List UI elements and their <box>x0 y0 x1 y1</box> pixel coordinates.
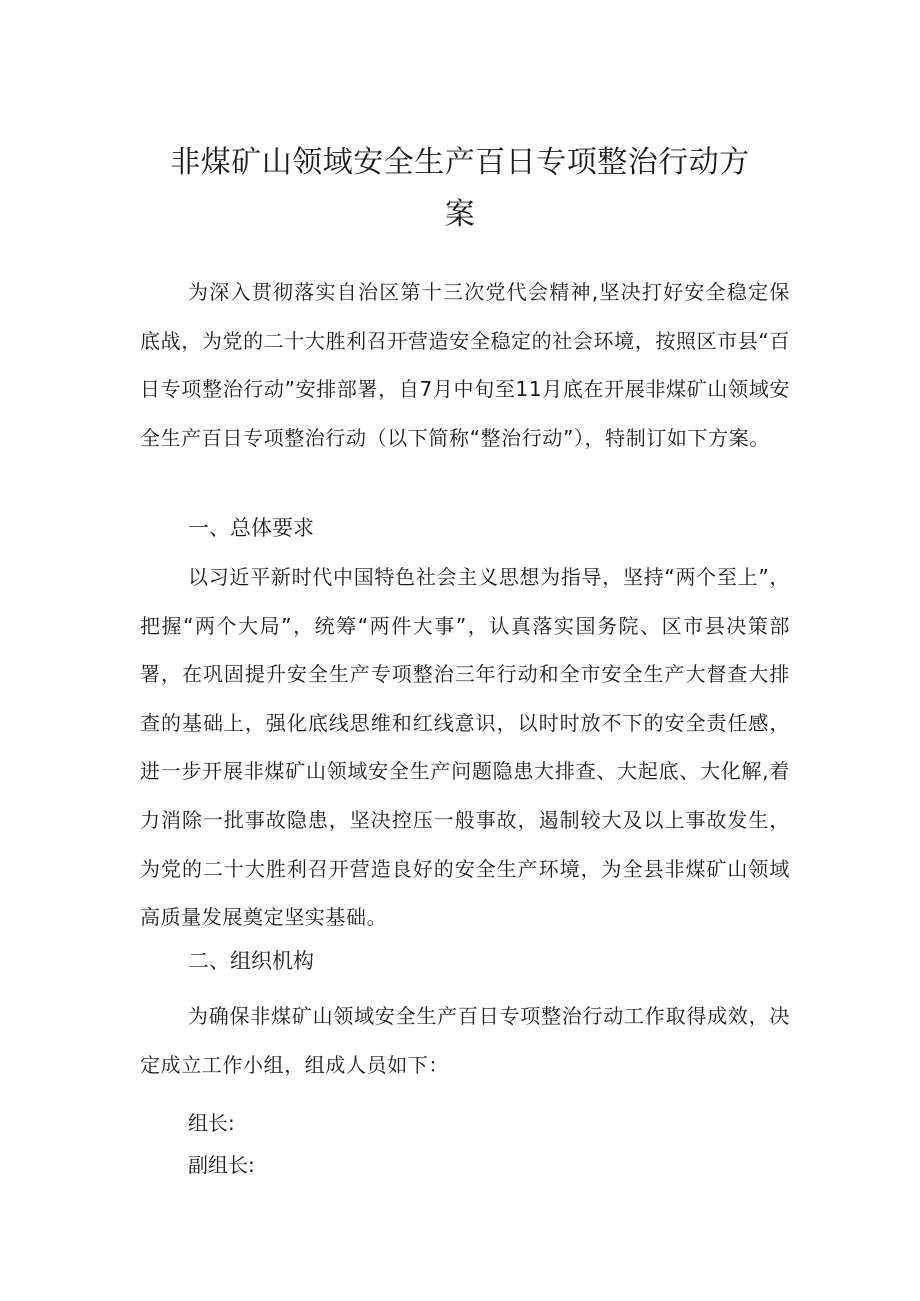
general-requirements-paragraph: 以习近平新时代中国特色社会主义思想为指导，坚持“两个至上”，把握“两个大局”，统筹“两件大事”，认真落实国务院、区市县决策部署，在巩固提升安全生产专项整治三年行动和全市安全生产大督查大排查的基础上，强化底线思维和红线意识，以时时放不下的安全责任感，进一步开展非煤矿山领域安全生产问题隐患大排查、大起底、大化解,着力消除一批事故隐患，坚决控压一般事故，遏制较大及以上事故发生，为党的二十大胜利召开营造良好的安全生产环境，为全县非煤矿山领域高质量发展奠定坚实基础。 <box>140 565 790 930</box>
organization-paragraph: 为确保非煤矿山领域安全生产百日专项整治行动工作取得成效，决定成立工作小组，组成人员如下： <box>140 1004 790 1077</box>
document-title-line-1: 非煤矿山领域安全生产百日专项整治行动方 <box>170 145 750 180</box>
deputy-leader-label: 副组长: <box>188 1153 255 1177</box>
section-heading-organization: 二、组织机构 <box>188 949 314 973</box>
document-title-line-2: 案 <box>444 197 476 232</box>
section-heading-general-requirements: 一、总体要求 <box>188 516 314 540</box>
leader-label: 组长: <box>188 1111 235 1135</box>
intro-paragraph: 为深入贯彻落实自治区第十三次党代会精神,坚决打好安全稳定保底战，为党的二十大胜利召开营造安全稳定的社会环境，按照区市县“百日专项整治行动”安排部署，自7月中旬至11月底在开展非煤矿山领域安全生产百日专项整治行动（以下简称“整治行动”），特制订如下方案。 <box>140 280 790 450</box>
